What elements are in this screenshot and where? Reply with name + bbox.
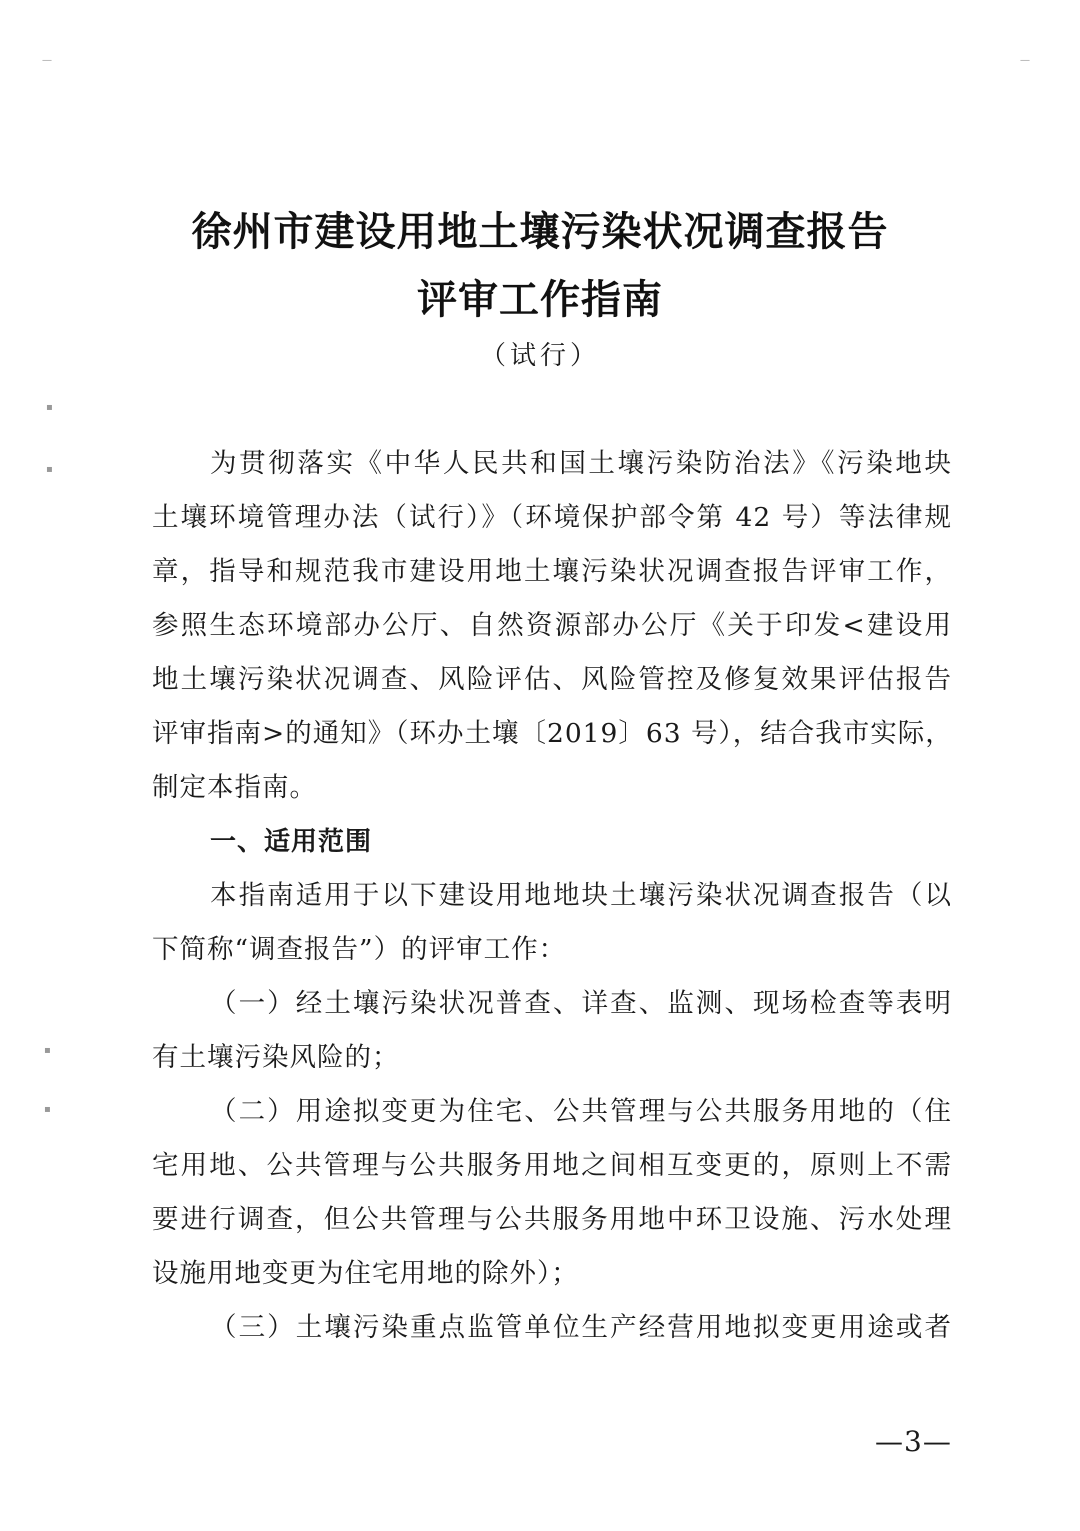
page-number: —3— (875, 1425, 952, 1458)
binding-hole-mark: ▪ (46, 402, 53, 413)
document-body (152, 437, 952, 1355)
scan-mark: — (42, 55, 52, 66)
paragraph-line: 评审指南>的通知》（环办土壤〔2019〕63 号），结合我市实际， (152, 718, 953, 749)
document-title-line1: 徐州市建设用地土壤污染状况调查报告 (191, 209, 889, 255)
paragraph-line: 要进行调查，但公共管理与公共服务用地中环卫设施、污水处理 (152, 1204, 952, 1235)
paragraph-line: （三）土壤污染重点监管单位生产经营用地拟变更用途或者 (210, 1312, 952, 1343)
paragraph-intro (152, 437, 952, 815)
section-heading: 一、适用范围 (210, 827, 373, 857)
document-subtitle: （试行） (479, 341, 600, 371)
paragraph-line: 有土壤污染风险的； (152, 1042, 400, 1073)
list-item-2 (152, 1085, 952, 1301)
list-item-3 (152, 1301, 952, 1355)
paragraph-line: 章，指导和规范我市建设用地土壤污染状况调查报告评审工作， (152, 556, 952, 587)
paragraph-line: 地土壤污染状况调查、风险评估、风险管控及修复效果评估报告 (152, 664, 952, 695)
list-item-1 (152, 977, 952, 1085)
paragraph-scope (152, 869, 952, 977)
paragraph-line: 土壤环境管理办法（试行）》（环境保护部令第 42 号）等法律规 (152, 502, 952, 533)
paragraph-line: 为贯彻落实《中华人民共和国土壤污染防治法》《污染地块 (210, 448, 952, 479)
binding-hole-mark: ▪ (46, 464, 53, 475)
paragraph-line: 参照生态环境部办公厅、自然资源部办公厅《关于印发<建设用 (152, 610, 952, 641)
paragraph-line: 本指南适用于以下建设用地地块土壤污染状况调查报告（以 (210, 880, 952, 911)
document-title-line2: 评审工作指南 (417, 277, 663, 323)
paragraph-line: 制定本指南。 (152, 772, 317, 803)
paragraph-line: （一）经土壤污染状况普查、详查、监测、现场检查等表明 (210, 988, 952, 1019)
paragraph-line: 宅用地、公共管理与公共服务用地之间相互变更的，原则上不需 (152, 1150, 952, 1181)
scan-mark: — (1020, 55, 1030, 66)
binding-hole-mark: ▪ (44, 1045, 51, 1056)
paragraph-line: 设施用地变更为住宅用地的除外）； (152, 1258, 579, 1289)
paragraph-line: 下简称“调查报告”）的评审工作： (152, 934, 567, 965)
paragraph-line: （二）用途拟变更为住宅、公共管理与公共服务用地的（住 (210, 1096, 952, 1127)
binding-hole-mark: ▪ (44, 1104, 51, 1115)
